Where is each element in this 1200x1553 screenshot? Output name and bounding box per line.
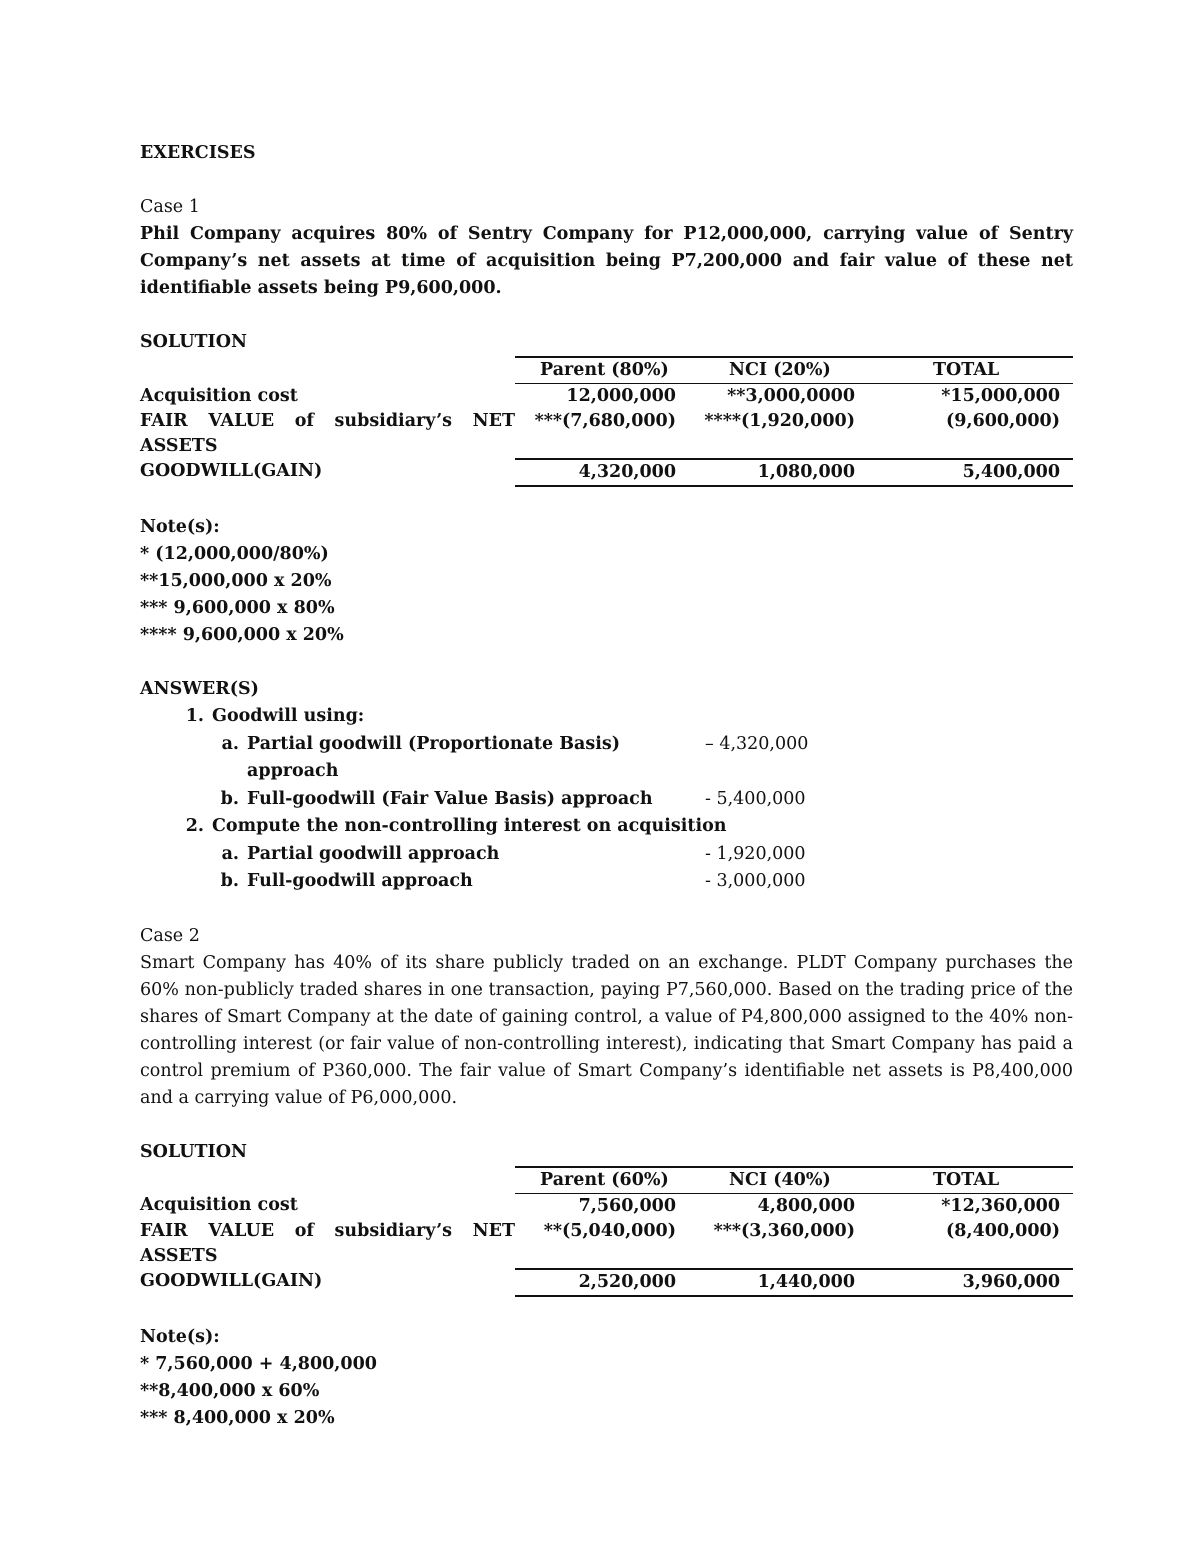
note-item: *** 9,600,000 x 80% <box>140 598 335 618</box>
answer-text: Partial goodwill (Proportionate Basis) approach <box>247 733 620 781</box>
table-row <box>140 1244 1073 1269</box>
row-label: FAIR VALUE of subsidiary’s NET <box>140 1220 515 1241</box>
row-label: GOODWILL(GAIN) <box>140 1270 323 1291</box>
row-label: GOODWILL(GAIN) <box>140 461 323 481</box>
table-cell: 4,800,000 <box>757 1195 855 1216</box>
notes-heading: Note(s): <box>140 1326 220 1347</box>
answer-value: - 5,400,000 <box>705 788 806 809</box>
table-cell: 7,560,000 <box>578 1195 676 1216</box>
row-label: Acquisition cost <box>140 385 298 406</box>
row-label-continued: ASSETS <box>140 1245 218 1266</box>
table-cell: 4,320,000 <box>515 459 689 486</box>
column-header-parent: Parent (60%) <box>515 1167 689 1194</box>
case1-heading: Case 1 <box>140 197 200 217</box>
row-label: Acquisition cost <box>140 1195 298 1215</box>
case2-heading: Case 2 <box>140 925 200 946</box>
table-cell: **3,000,0000 <box>727 386 855 406</box>
list-item <box>140 868 1073 896</box>
answer-number: 2. <box>185 816 204 836</box>
table-row <box>140 409 1073 434</box>
row-label: FAIR VALUE of subsidiary’s NET <box>140 411 515 431</box>
table-row <box>140 1269 1073 1296</box>
answers-list <box>140 703 1073 896</box>
case2-solution-heading: SOLUTION <box>140 1141 247 1162</box>
answer-text: Compute the non-controlling interest on acquisition <box>212 816 727 836</box>
note-item: *** 8,400,000 x 20% <box>140 1407 335 1428</box>
document-page <box>140 140 1073 1432</box>
case1-notes <box>140 514 1073 649</box>
table-row <box>140 384 1073 410</box>
note-item: **** 9,600,000 x 20% <box>140 625 344 645</box>
answer-letter: b. <box>220 871 239 891</box>
answer-text: Goodwill using: <box>212 706 365 726</box>
list-item <box>140 786 1073 814</box>
case2-description: Smart Company has 40% of its share publicly traded on an exchange. PLDT Company purchases the 60% non-publicly traded shares in one transaction, paying P7,560,000. Based on the trading price of the shares of Smart Company at the date of gaining control, a value of P4,800,000 assigned to the 40% non-controlling interest (or fair value of non-controlling interest), indicating that Smart Company has paid a control premium of P360,000. The fair value of Smart Company’s identifiable net assets is P8,400,000 and a carrying value of P6,000,000. <box>140 952 1073 1108</box>
case1-description: Phil Company acquires 80% of Sentry Company for P12,000,000, carrying value of Sentry Company’s net assets at time of acquisition being P7,200,000 and fair value of these net identifiable assets being P9,600,000. <box>140 224 1073 298</box>
table-cell: 5,400,000 <box>868 459 1073 486</box>
table-cell: (8,400,000) <box>946 1220 1060 1241</box>
table-cell: 1,440,000 <box>689 1269 868 1296</box>
column-header-nci: NCI (40%) <box>689 1167 868 1194</box>
list-item <box>140 703 1073 731</box>
answer-number: 1. <box>185 706 204 726</box>
table-cell: *12,360,000 <box>941 1195 1060 1216</box>
answer-value: – 4,320,000 <box>705 733 809 754</box>
table-row <box>140 434 1073 459</box>
column-header-nci: NCI (20%) <box>689 357 868 384</box>
answer-letter: a. <box>221 733 239 754</box>
table-cell: 1,080,000 <box>689 459 868 486</box>
table-cell: 12,000,000 <box>566 386 676 406</box>
table-header-row <box>140 357 1073 384</box>
case1-solution-heading: SOLUTION <box>140 332 247 352</box>
table-cell: 3,960,000 <box>868 1269 1073 1296</box>
case2-notes <box>140 1324 1073 1432</box>
table-cell: ****(1,920,000) <box>704 411 855 431</box>
table-row <box>140 1193 1073 1219</box>
case1-solution-table <box>140 356 1073 487</box>
answer-value: - 1,920,000 <box>705 843 806 864</box>
note-item: * (12,000,000/80%) <box>140 544 329 564</box>
page-title: EXERCISES <box>140 143 256 163</box>
case2-solution-table <box>140 1166 1073 1297</box>
column-header-parent: Parent (80%) <box>515 357 689 384</box>
answer-text: Full-goodwill approach <box>247 871 473 891</box>
note-item: **8,400,000 x 60% <box>140 1380 320 1401</box>
row-label-continued: ASSETS <box>140 436 218 456</box>
answer-letter: a. <box>221 843 239 864</box>
table-cell: **(5,040,000) <box>543 1220 676 1241</box>
answers-heading: ANSWER(S) <box>140 679 259 699</box>
answer-text: Partial goodwill approach <box>247 843 500 864</box>
table-cell: ***(7,680,000) <box>534 411 676 431</box>
table-cell: *15,000,000 <box>941 386 1060 406</box>
notes-heading: Note(s): <box>140 517 220 537</box>
table-header-row <box>140 1167 1073 1194</box>
column-header-total: TOTAL <box>868 1167 1073 1194</box>
table-cell: ***(3,360,000) <box>713 1220 855 1241</box>
table-row <box>140 459 1073 486</box>
note-item: **15,000,000 x 20% <box>140 571 332 591</box>
list-item <box>140 841 1073 869</box>
column-header-total: TOTAL <box>868 357 1073 384</box>
list-item <box>140 813 1073 841</box>
list-item <box>140 731 1073 786</box>
answer-letter: b. <box>220 788 239 809</box>
table-cell: 2,520,000 <box>515 1269 689 1296</box>
answer-text: Full-goodwill (Fair Value Basis) approach <box>247 788 653 809</box>
table-row <box>140 1219 1073 1244</box>
table-cell: (9,600,000) <box>946 411 1060 431</box>
note-item: * 7,560,000 + 4,800,000 <box>140 1353 377 1374</box>
answer-value: - 3,000,000 <box>705 871 806 891</box>
